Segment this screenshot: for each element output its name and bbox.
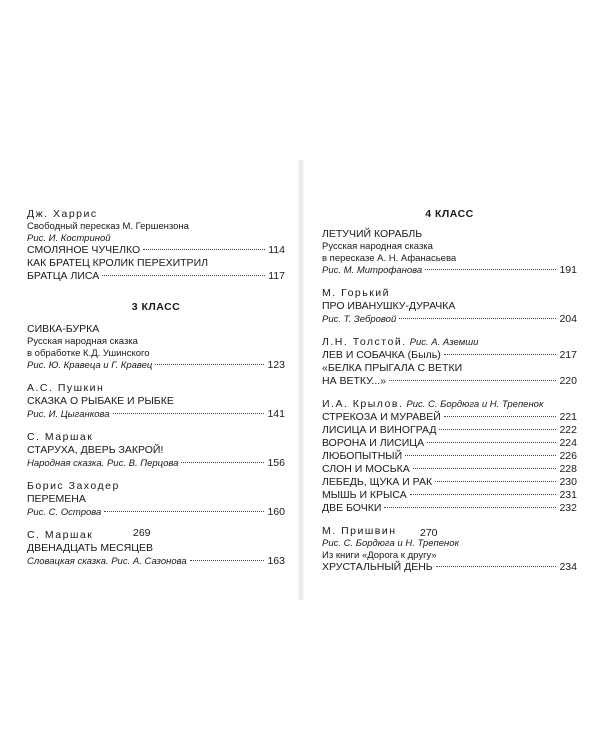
dot-leader	[389, 380, 556, 381]
toc-entry[interactable]	[322, 349, 577, 362]
class-heading: 3 КЛАСС	[131, 301, 181, 313]
page-number: 117	[268, 270, 285, 282]
page-number: 156	[267, 457, 285, 469]
entry-title: ВОРОНА И ЛИСИЦА	[322, 437, 425, 449]
toc-entry[interactable]	[27, 555, 285, 568]
tolstoy-section	[322, 336, 577, 388]
entry-title: ЛИСИЦА И ВИНОГРАД	[322, 424, 437, 436]
dot-leader	[399, 318, 556, 319]
entry-title[interactable]: СКАЗКА О РЫБАКЕ И РЫБКЕ	[27, 395, 174, 407]
entry-title: ЛЕВ И СОБАЧКА (Быль)	[322, 349, 441, 361]
dot-leader	[413, 468, 557, 469]
illustrator-note: Рис. А. Аземши	[409, 337, 479, 348]
toc-entry[interactable]	[322, 375, 577, 388]
toc-entry[interactable]	[27, 359, 285, 372]
sivka-section	[27, 323, 285, 372]
author-line	[322, 336, 577, 349]
dot-leader	[436, 566, 557, 567]
entry-title[interactable]: ЛЕТУЧИЙ КОРАБЛЬ	[322, 228, 423, 240]
entry-title[interactable]: ПРО ИВАНУШКУ-ДУРАЧКА	[322, 300, 456, 312]
entry-title: НА ВЕТКУ...»	[322, 375, 387, 387]
dot-leader	[143, 249, 265, 250]
illustrator-note: Рис. И. Цыганкова	[27, 409, 110, 420]
toc-entry[interactable]	[322, 561, 577, 574]
entry-title-line[interactable]: «БЕЛКА ПРЫГАЛА С ВЕТКИ	[322, 362, 463, 374]
toc-entry[interactable]	[322, 313, 577, 326]
dot-leader	[102, 275, 265, 276]
page-number: 231	[559, 489, 577, 501]
page-number: 123	[267, 359, 285, 371]
illustrator-note: Рис. С. Бордюга и Н. Трепенок	[406, 399, 544, 410]
entry-title: ЛЕБЕДЬ, ЩУКА И РАК	[322, 476, 433, 488]
krylov-section	[322, 398, 577, 515]
entry-title: СТРЕКОЗА И МУРАВЕЙ	[322, 411, 441, 423]
dot-leader	[410, 494, 557, 495]
entry-title: СМОЛЯНОЕ ЧУЧЕЛКО	[27, 244, 141, 256]
entry-title: ХРУСТАЛЬНЫЙ ДЕНЬ	[322, 561, 433, 573]
page-number: 217	[559, 349, 577, 361]
toc-entry[interactable]	[322, 264, 577, 277]
illustrator-note: Народная сказка. Рис. В. Перцова	[27, 458, 179, 469]
toc-entry[interactable]	[322, 489, 577, 502]
page-number: 226	[559, 450, 577, 462]
page-number: 191	[559, 264, 577, 276]
illustrator-note: Рис. М. Митрофанова	[322, 265, 423, 276]
dot-leader	[439, 429, 556, 430]
dot-leader	[427, 442, 556, 443]
author-name: С. Маршак	[27, 431, 94, 443]
entry-title: БРАТЦА ЛИСА	[27, 270, 100, 282]
page-folio-right: 270	[420, 527, 438, 539]
page-number: 221	[559, 411, 577, 423]
author-name: С. Маршак	[27, 529, 94, 541]
illustrator-note: Словацкая сказка. Рис. А. Сазонова	[27, 556, 187, 567]
dot-leader	[155, 364, 264, 365]
page-number: 114	[268, 244, 285, 256]
page-folio-left: 269	[133, 527, 151, 539]
pushkin-section	[27, 382, 285, 421]
page-number: 160	[267, 506, 285, 518]
author-name: Л.Н. Толстой.	[322, 336, 407, 348]
toc-entry[interactable]	[27, 270, 285, 283]
entry-title: МЫШЬ И КРЫСА	[322, 489, 407, 501]
illustrator-note: Рис. С. Острова	[27, 507, 102, 518]
toc-entry[interactable]	[27, 506, 285, 519]
page-number: 163	[267, 555, 285, 567]
author-name: М. Горький	[322, 287, 391, 299]
page-number: 228	[559, 463, 577, 475]
zakhoder-section	[27, 480, 285, 519]
description-line: Русская народная сказка	[27, 336, 138, 347]
illustrator-note: Рис. Ю. Кравеца и Г. Кравец	[27, 360, 153, 371]
toc-entry[interactable]	[322, 450, 577, 463]
page-number: 234	[559, 561, 577, 573]
dot-leader	[444, 354, 557, 355]
book-spine-shadow	[297, 160, 305, 600]
class-heading: 4 КЛАСС	[425, 208, 474, 220]
prishvin-section	[322, 525, 577, 574]
illustrator-note: Рис. С. Бордюга и Н. Трепенок	[322, 538, 460, 549]
toc-entry[interactable]	[27, 457, 285, 470]
entry-title[interactable]: ПЕРЕМЕНА	[27, 493, 86, 505]
entry-title: СЛОН И МОСЬКА	[322, 463, 410, 475]
toc-entry[interactable]	[27, 408, 285, 421]
toc-entry[interactable]	[322, 476, 577, 489]
fable-list	[322, 411, 577, 515]
dot-leader	[384, 507, 556, 508]
right-page	[322, 208, 577, 584]
description-line: Русская народная сказка	[322, 241, 433, 252]
toc-entry[interactable]	[27, 244, 285, 257]
left-page	[27, 208, 285, 578]
gorky-section	[322, 287, 577, 326]
dot-leader	[444, 416, 557, 417]
entry-title[interactable]: ДВЕНАДЦАТЬ МЕСЯЦЕВ	[27, 542, 154, 554]
dot-leader	[425, 269, 556, 270]
dot-leader	[405, 455, 556, 456]
entry-title[interactable]: СИВКА-БУРКА	[27, 323, 100, 335]
harris-section	[27, 208, 285, 283]
page-number: 220	[559, 375, 577, 387]
author-line	[322, 398, 577, 411]
entry-title: ДВЕ БОЧКИ	[322, 502, 382, 514]
dot-leader	[190, 560, 265, 561]
toc-entry[interactable]	[322, 437, 577, 450]
dot-leader	[104, 511, 264, 512]
toc-entry[interactable]	[322, 463, 577, 476]
page-number: 232	[559, 502, 577, 514]
source-note: Из книги «Дорога к другу»	[322, 549, 437, 561]
dot-leader	[435, 481, 556, 482]
retelling-note: Свободный пересказ М. Гершензона	[27, 221, 189, 232]
description-line: в обработке К.Д. Ушинского	[27, 347, 150, 359]
page-number: 224	[559, 437, 577, 449]
marshak-section	[27, 529, 285, 568]
author-name: Борис Заходер	[27, 480, 120, 492]
entry-title: ЛЮБОПЫТНЫЙ	[322, 450, 403, 462]
illustrator-note: Рис. Т. Зебровой	[322, 314, 397, 325]
page-number: 141	[267, 408, 285, 420]
dot-leader	[113, 413, 265, 414]
toc-entry[interactable]	[322, 411, 577, 424]
dot-leader	[181, 462, 264, 463]
marshak-section	[27, 431, 285, 470]
author-name: А.С. Пушкин	[27, 382, 105, 394]
author-name: М. Пришвин	[322, 525, 397, 537]
entry-title-line[interactable]: КАК БРАТЕЦ КРОЛИК ПЕРЕХИТРИЛ	[27, 257, 209, 269]
entry-title[interactable]: СТАРУХА, ДВЕРЬ ЗАКРОЙ!	[27, 444, 164, 456]
korabl-section	[322, 228, 577, 277]
page-number: 222	[559, 424, 577, 436]
toc-entry[interactable]	[322, 502, 577, 515]
page-number: 204	[559, 313, 577, 325]
page-number: 230	[559, 476, 577, 488]
author-name: И.А. Крылов.	[322, 398, 404, 410]
author-name: Дж. Харрис	[27, 208, 98, 220]
description-line: в пересказе А. Н. Афанасьева	[322, 252, 457, 264]
toc-entry[interactable]	[322, 424, 577, 437]
illustrator-note: Рис. И. Костриной	[27, 232, 111, 244]
